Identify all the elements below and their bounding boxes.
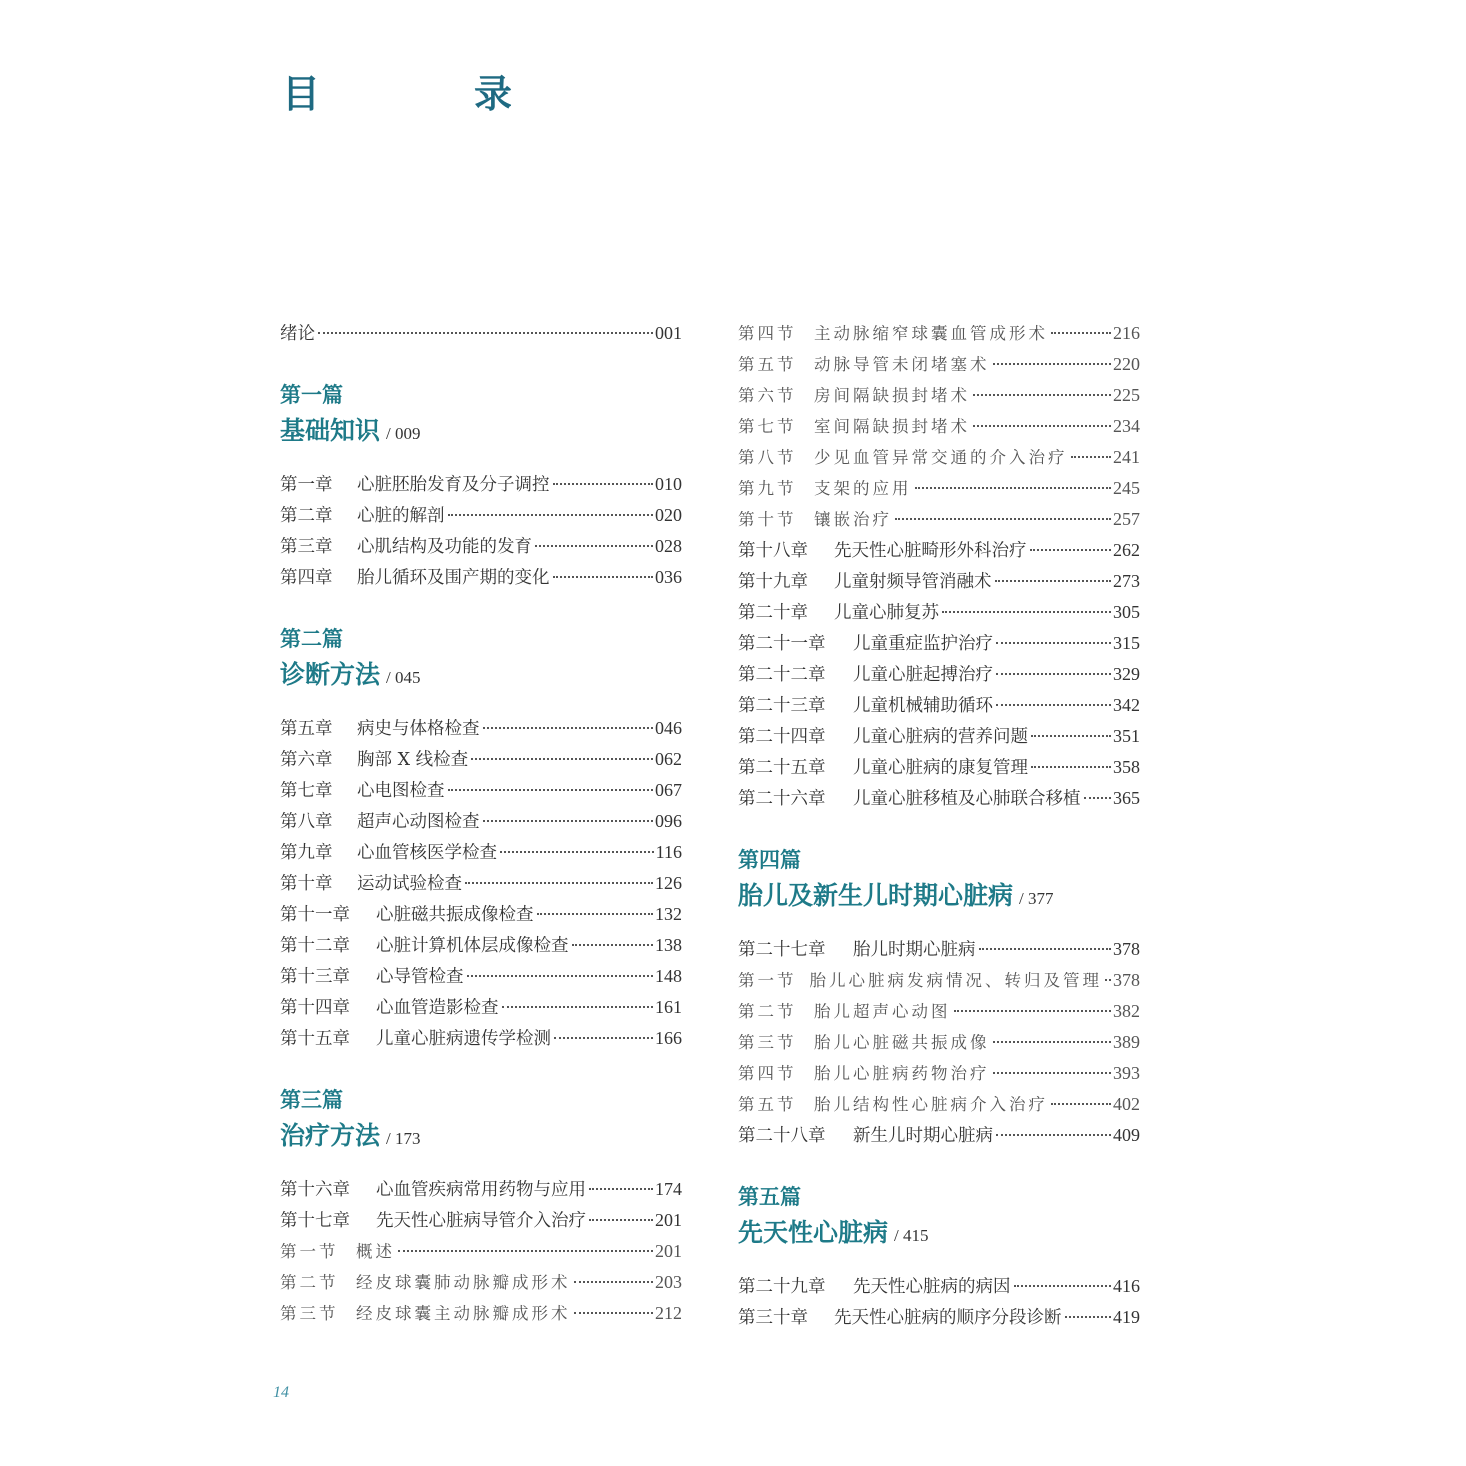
toc-chapter-entry[interactable] <box>280 868 682 899</box>
toc-chapter-entry[interactable] <box>280 1023 682 1054</box>
dot-leader <box>471 758 653 760</box>
part-label: 第五篇 <box>738 1184 801 1209</box>
dot-leader <box>954 1010 1112 1012</box>
entry-title: 儿童心脏病遗传学检测 <box>376 1029 551 1049</box>
page-ref: 393 <box>1113 1063 1140 1083</box>
toc-section-entry[interactable] <box>738 965 1140 996</box>
part-title[interactable] <box>738 1213 1140 1253</box>
entry-title: 室间隔缺损封堵术 <box>814 417 970 436</box>
entry-title: 心血管疾病常用药物与应用 <box>376 1180 586 1200</box>
chapter-number: 第二十五章 <box>738 758 826 778</box>
page-number: 14 <box>273 1384 289 1401</box>
dot-leader <box>996 704 1111 706</box>
toc-chapter-entry[interactable] <box>280 899 682 930</box>
dot-leader <box>1071 456 1112 458</box>
page-ref: 036 <box>655 567 682 587</box>
page-ref: 342 <box>1113 695 1140 715</box>
chapter-number: 第二十六章 <box>738 789 826 809</box>
page-ref: 225 <box>1113 385 1140 405</box>
dot-leader <box>483 727 654 729</box>
chapter-number: 第二十一章 <box>738 634 826 654</box>
toc-section-entry[interactable] <box>280 1267 682 1298</box>
entry-title: 儿童重症监护治疗 <box>853 634 993 654</box>
dot-leader <box>1031 766 1111 768</box>
page-ref: 001 <box>655 323 682 343</box>
entry-title: 心导管检查 <box>376 967 464 987</box>
toc-chapter-entry[interactable] <box>280 744 682 775</box>
toc-section-entry[interactable] <box>738 1089 1140 1120</box>
page-ref: 201 <box>655 1210 682 1230</box>
entry-title: 先天性心脏病导管介入治疗 <box>376 1211 586 1231</box>
chapter-number: 第二十八章 <box>738 1126 826 1146</box>
part-page-number: / 173 <box>386 1129 421 1148</box>
section-number: 第九节 <box>738 479 797 498</box>
toc-section-entry[interactable] <box>738 996 1140 1027</box>
entry-title: 心血管造影检查 <box>376 998 499 1018</box>
toc-chapter-entry[interactable] <box>280 837 682 868</box>
chapter-number: 第四章 <box>280 568 333 588</box>
toc-section-entry[interactable] <box>738 1027 1140 1058</box>
toc-right-column <box>738 318 1140 1333</box>
chapter-number: 第二章 <box>280 506 333 526</box>
entry-title: 胸部 X 线检查 <box>357 750 469 770</box>
dot-leader <box>500 851 654 853</box>
spacer <box>738 814 1140 844</box>
toc-chapter-entry[interactable] <box>738 1120 1140 1151</box>
toc-chapter-entry[interactable] <box>738 1271 1140 1302</box>
chapter-number: 第七章 <box>280 781 333 801</box>
page-ref: 096 <box>655 811 682 831</box>
page-ref: 241 <box>1113 447 1140 467</box>
dot-leader <box>973 425 1111 427</box>
entry-title: 心脏计算机体层成像检查 <box>376 936 569 956</box>
dot-leader <box>1084 797 1112 799</box>
chapter-number: 第二十三章 <box>738 696 826 716</box>
entry-title: 超声心动图检查 <box>357 812 480 832</box>
page-ref: 028 <box>655 536 682 556</box>
page-ref: 389 <box>1113 1032 1140 1052</box>
toc-chapter-entry[interactable] <box>738 628 1140 659</box>
section-number: 第五节 <box>738 355 797 374</box>
toc-chapter-entry[interactable] <box>280 930 682 961</box>
section-number: 第三节 <box>738 1033 797 1052</box>
page-title: 目 录 <box>282 71 571 116</box>
dot-leader <box>554 1037 653 1039</box>
toc-section-entry[interactable] <box>738 1058 1140 1089</box>
dot-leader <box>915 487 1112 489</box>
dot-leader <box>1031 735 1111 737</box>
spacer <box>738 1253 1140 1271</box>
page-ref: 220 <box>1113 354 1140 374</box>
toc-chapter-entry[interactable] <box>738 535 1140 566</box>
entry-title: 概述 <box>356 1242 395 1261</box>
dot-leader <box>1030 549 1112 551</box>
dot-leader <box>1065 1316 1112 1318</box>
page-ref: 174 <box>655 1179 682 1199</box>
part-page-number: / 045 <box>386 668 421 687</box>
page-ref: 062 <box>655 749 682 769</box>
section-number: 第七节 <box>738 417 797 436</box>
page-ref: 305 <box>1113 602 1140 622</box>
page-ref: 216 <box>1113 323 1140 343</box>
page-ref: 126 <box>655 873 682 893</box>
entry-title: 经皮球囊主动脉瓣成形术 <box>356 1304 571 1323</box>
dot-leader <box>996 642 1111 644</box>
dot-leader <box>942 611 1111 613</box>
toc-chapter-entry[interactable] <box>738 690 1140 721</box>
page-ref: 365 <box>1113 788 1140 808</box>
entry-title: 房间隔缺损封堵术 <box>814 386 970 405</box>
part-label: 第三篇 <box>280 1087 343 1112</box>
entry-title: 先天性心脏病的顺序分段诊断 <box>834 1308 1062 1328</box>
dot-leader <box>553 483 654 485</box>
section-number: 第四节 <box>738 1064 797 1083</box>
entry-title: 儿童心肺复苏 <box>834 603 939 623</box>
part-page-number: / 009 <box>386 424 421 443</box>
entry-title: 胎儿心脏磁共振成像 <box>814 1033 990 1052</box>
dot-leader <box>398 1250 653 1252</box>
page-ref: 358 <box>1113 757 1140 777</box>
section-number: 第一节 <box>738 971 797 990</box>
dot-leader <box>1014 1285 1112 1287</box>
entry-title: 病史与体格检查 <box>357 719 480 739</box>
toc-chapter-entry[interactable] <box>280 318 682 349</box>
chapter-number: 第二十九章 <box>738 1277 826 1297</box>
part-title[interactable] <box>280 1116 682 1156</box>
dot-leader <box>574 1281 654 1283</box>
chapter-number: 第三章 <box>280 537 333 557</box>
chapter-number: 第六章 <box>280 750 333 770</box>
toc-chapter-entry[interactable] <box>738 597 1140 628</box>
page-ref: 378 <box>1113 939 1140 959</box>
page-ref: 020 <box>655 505 682 525</box>
page-ref: 402 <box>1113 1094 1140 1114</box>
page-ref: 046 <box>655 718 682 738</box>
page-ref: 419 <box>1113 1307 1140 1327</box>
entry-title: 胎儿心脏病发病情况、转归及管理 <box>809 971 1102 990</box>
spacer <box>280 695 682 713</box>
entry-title: 主动脉缩窄球囊血管成形术 <box>814 324 1048 343</box>
dot-leader <box>448 789 654 791</box>
page-ref: 067 <box>655 780 682 800</box>
page-ref: 351 <box>1113 726 1140 746</box>
entry-title: 新生儿时期心脏病 <box>853 1126 993 1146</box>
page-ref: 203 <box>655 1272 682 1292</box>
dot-leader <box>535 545 653 547</box>
section-number: 第八节 <box>738 448 797 467</box>
entry-title: 胎儿结构性心脏病介入治疗 <box>814 1095 1048 1114</box>
entry-title: 儿童心脏病的康复管理 <box>853 758 1028 778</box>
part-title[interactable] <box>280 655 682 695</box>
toc-chapter-entry[interactable] <box>280 500 682 531</box>
entry-title: 胎儿超声心动图 <box>814 1002 951 1021</box>
dot-leader <box>979 948 1112 950</box>
entry-title: 少见血管异常交通的介入治疗 <box>814 448 1068 467</box>
toc-section-entry[interactable] <box>280 1298 682 1329</box>
toc-chapter-entry[interactable] <box>280 1205 682 1236</box>
entry-title: 胎儿心脏病药物治疗 <box>814 1064 990 1083</box>
entry-title: 动脉导管未闭堵塞术 <box>814 355 990 374</box>
spacer <box>280 1054 682 1084</box>
page-ref: 166 <box>655 1028 682 1048</box>
toc-section-entry[interactable] <box>280 1236 682 1267</box>
dot-leader <box>467 975 654 977</box>
page-ref: 132 <box>655 904 682 924</box>
page-ref: 212 <box>655 1303 682 1323</box>
part-page-number: / 377 <box>1019 889 1054 908</box>
dot-leader <box>589 1219 653 1221</box>
dot-leader <box>996 673 1111 675</box>
entry-title: 儿童心脏病的营养问题 <box>853 727 1028 747</box>
dot-leader <box>502 1006 654 1008</box>
section-number: 第二节 <box>280 1273 339 1292</box>
page-ref: 378 <box>1113 970 1140 990</box>
dot-leader <box>895 518 1111 520</box>
toc-chapter-entry[interactable] <box>280 562 682 593</box>
toc-chapter-entry[interactable] <box>738 1302 1140 1333</box>
toc-chapter-entry[interactable] <box>280 775 682 806</box>
dot-leader <box>318 332 653 334</box>
page-ref: 257 <box>1113 509 1140 529</box>
entry-title: 经皮球囊肺动脉瓣成形术 <box>356 1273 571 1292</box>
toc-chapter-entry[interactable] <box>280 961 682 992</box>
toc-section-entry[interactable] <box>738 473 1140 504</box>
chapter-number: 第二十二章 <box>738 665 826 685</box>
page-ref: 273 <box>1113 571 1140 591</box>
spacer <box>738 916 1140 934</box>
dot-leader <box>993 1041 1112 1043</box>
entry-title: 心脏的解剖 <box>357 506 445 526</box>
section-number: 第十节 <box>738 510 797 529</box>
chapter-number: 第十章 <box>280 874 333 894</box>
part-title-text: 先天性心脏病 <box>738 1218 889 1247</box>
toc-chapter-entry[interactable] <box>738 934 1140 965</box>
entry-title: 先天性心脏畸形外科治疗 <box>834 541 1027 561</box>
part-page-number: / 415 <box>894 1226 929 1245</box>
toc-chapter-entry[interactable] <box>738 566 1140 597</box>
chapter-number: 第十五章 <box>280 1029 350 1049</box>
part-title[interactable] <box>738 876 1140 916</box>
chapter-number: 第一章 <box>280 475 333 495</box>
toc-chapter-entry[interactable] <box>738 659 1140 690</box>
section-number: 第四节 <box>738 324 797 343</box>
entry-title: 胎儿循环及围产期的变化 <box>357 568 550 588</box>
section-number: 第一节 <box>280 1242 339 1261</box>
dot-leader <box>483 820 654 822</box>
toc-chapter-entry[interactable] <box>280 1174 682 1205</box>
page-ref: 262 <box>1113 540 1140 560</box>
dot-leader <box>1051 332 1111 334</box>
dot-leader <box>973 394 1111 396</box>
part-title-text: 基础知识 <box>280 416 381 445</box>
entry-title: 儿童心脏移植及心肺联合移植 <box>853 789 1081 809</box>
chapter-number: 第三十章 <box>738 1308 808 1328</box>
chapter-number: 第十八章 <box>738 541 808 561</box>
page-ref: 416 <box>1113 1276 1140 1296</box>
entry-title: 胎儿时期心脏病 <box>853 940 976 960</box>
entry-title: 心电图检查 <box>357 781 445 801</box>
entry-title: 支架的应用 <box>814 479 912 498</box>
chapter-number: 第十三章 <box>280 967 350 987</box>
page-ref: 161 <box>655 997 682 1017</box>
toc-chapter-entry[interactable] <box>280 992 682 1023</box>
page-ref: 138 <box>655 935 682 955</box>
part-title-text: 诊断方法 <box>280 660 381 689</box>
part-title-text: 胎儿及新生儿时期心脏病 <box>738 881 1014 910</box>
toc-section-entry[interactable] <box>738 411 1140 442</box>
spacer <box>280 451 682 469</box>
dot-leader <box>993 363 1112 365</box>
entry-title: 心脏磁共振成像检查 <box>376 905 534 925</box>
part-label: 第四篇 <box>738 847 801 872</box>
spacer <box>280 349 682 379</box>
toc-chapter-entry[interactable] <box>280 713 682 744</box>
chapter-number: 第十一章 <box>280 905 350 925</box>
page-ref: 010 <box>655 474 682 494</box>
toc-section-entry[interactable] <box>738 318 1140 349</box>
dot-leader <box>574 1312 654 1314</box>
section-number: 第三节 <box>280 1304 339 1323</box>
entry-title: 先天性心脏病的病因 <box>853 1277 1011 1297</box>
dot-leader <box>995 580 1112 582</box>
part-label: 第二篇 <box>280 626 343 651</box>
toc-chapter-entry[interactable] <box>280 806 682 837</box>
chapter-number: 第九章 <box>280 843 333 863</box>
entry-title: 心脏胚胎发育及分子调控 <box>357 475 550 495</box>
section-number: 第五节 <box>738 1095 797 1114</box>
page-ref: 245 <box>1113 478 1140 498</box>
dot-leader <box>448 514 654 516</box>
chapter-number: 第二十四章 <box>738 727 826 747</box>
entry-title: 绪论 <box>280 324 315 344</box>
page-ref: 409 <box>1113 1125 1140 1145</box>
chapter-number: 第十七章 <box>280 1211 350 1231</box>
chapter-number: 第十二章 <box>280 936 350 956</box>
spacer <box>280 1156 682 1174</box>
entry-title: 心肌结构及功能的发育 <box>357 537 532 557</box>
dot-leader <box>572 944 654 946</box>
page-ref: 382 <box>1113 1001 1140 1021</box>
section-number: 第六节 <box>738 386 797 405</box>
entry-title: 儿童心脏起搏治疗 <box>853 665 993 685</box>
dot-leader <box>996 1134 1111 1136</box>
chapter-number: 第五章 <box>280 719 333 739</box>
part-label: 第一篇 <box>280 382 343 407</box>
entry-title: 心血管核医学检查 <box>357 843 497 863</box>
chapter-number: 第二十七章 <box>738 940 826 960</box>
spacer <box>280 593 682 623</box>
toc-section-entry[interactable] <box>738 504 1140 535</box>
page-ref: 201 <box>655 1241 682 1261</box>
toc-chapter-entry[interactable] <box>280 469 682 500</box>
spacer <box>738 1151 1140 1181</box>
dot-leader <box>465 882 653 884</box>
toc-chapter-entry[interactable] <box>738 783 1140 814</box>
page-ref: 116 <box>655 842 682 862</box>
dot-leader <box>1051 1103 1111 1105</box>
toc-section-entry[interactable] <box>738 442 1140 473</box>
page-ref: 315 <box>1113 633 1140 653</box>
entry-title: 儿童射频导管消融术 <box>834 572 992 592</box>
chapter-number: 第十九章 <box>738 572 808 592</box>
dot-leader <box>993 1072 1112 1074</box>
entry-title: 镶嵌治疗 <box>814 510 892 529</box>
dot-leader <box>537 913 654 915</box>
chapter-number: 第八章 <box>280 812 333 832</box>
chapter-number: 第十四章 <box>280 998 350 1018</box>
entry-title: 运动试验检查 <box>357 874 462 894</box>
page-ref: 234 <box>1113 416 1140 436</box>
toc-section-entry[interactable] <box>738 380 1140 411</box>
dot-leader <box>553 576 654 578</box>
page-ref: 148 <box>655 966 682 986</box>
toc-section-entry[interactable] <box>738 349 1140 380</box>
toc-chapter-entry[interactable] <box>738 721 1140 752</box>
chapter-number: 第十六章 <box>280 1180 350 1200</box>
part-title[interactable] <box>280 411 682 451</box>
toc-chapter-entry[interactable] <box>738 752 1140 783</box>
section-number: 第二节 <box>738 1002 797 1021</box>
dot-leader <box>1105 979 1111 981</box>
page-ref: 329 <box>1113 664 1140 684</box>
dot-leader <box>589 1188 653 1190</box>
part-title-text: 治疗方法 <box>280 1121 381 1150</box>
toc-chapter-entry[interactable] <box>280 531 682 562</box>
chapter-number: 第二十章 <box>738 603 808 623</box>
toc-left-column <box>280 318 682 1329</box>
entry-title: 儿童机械辅助循环 <box>853 696 993 716</box>
